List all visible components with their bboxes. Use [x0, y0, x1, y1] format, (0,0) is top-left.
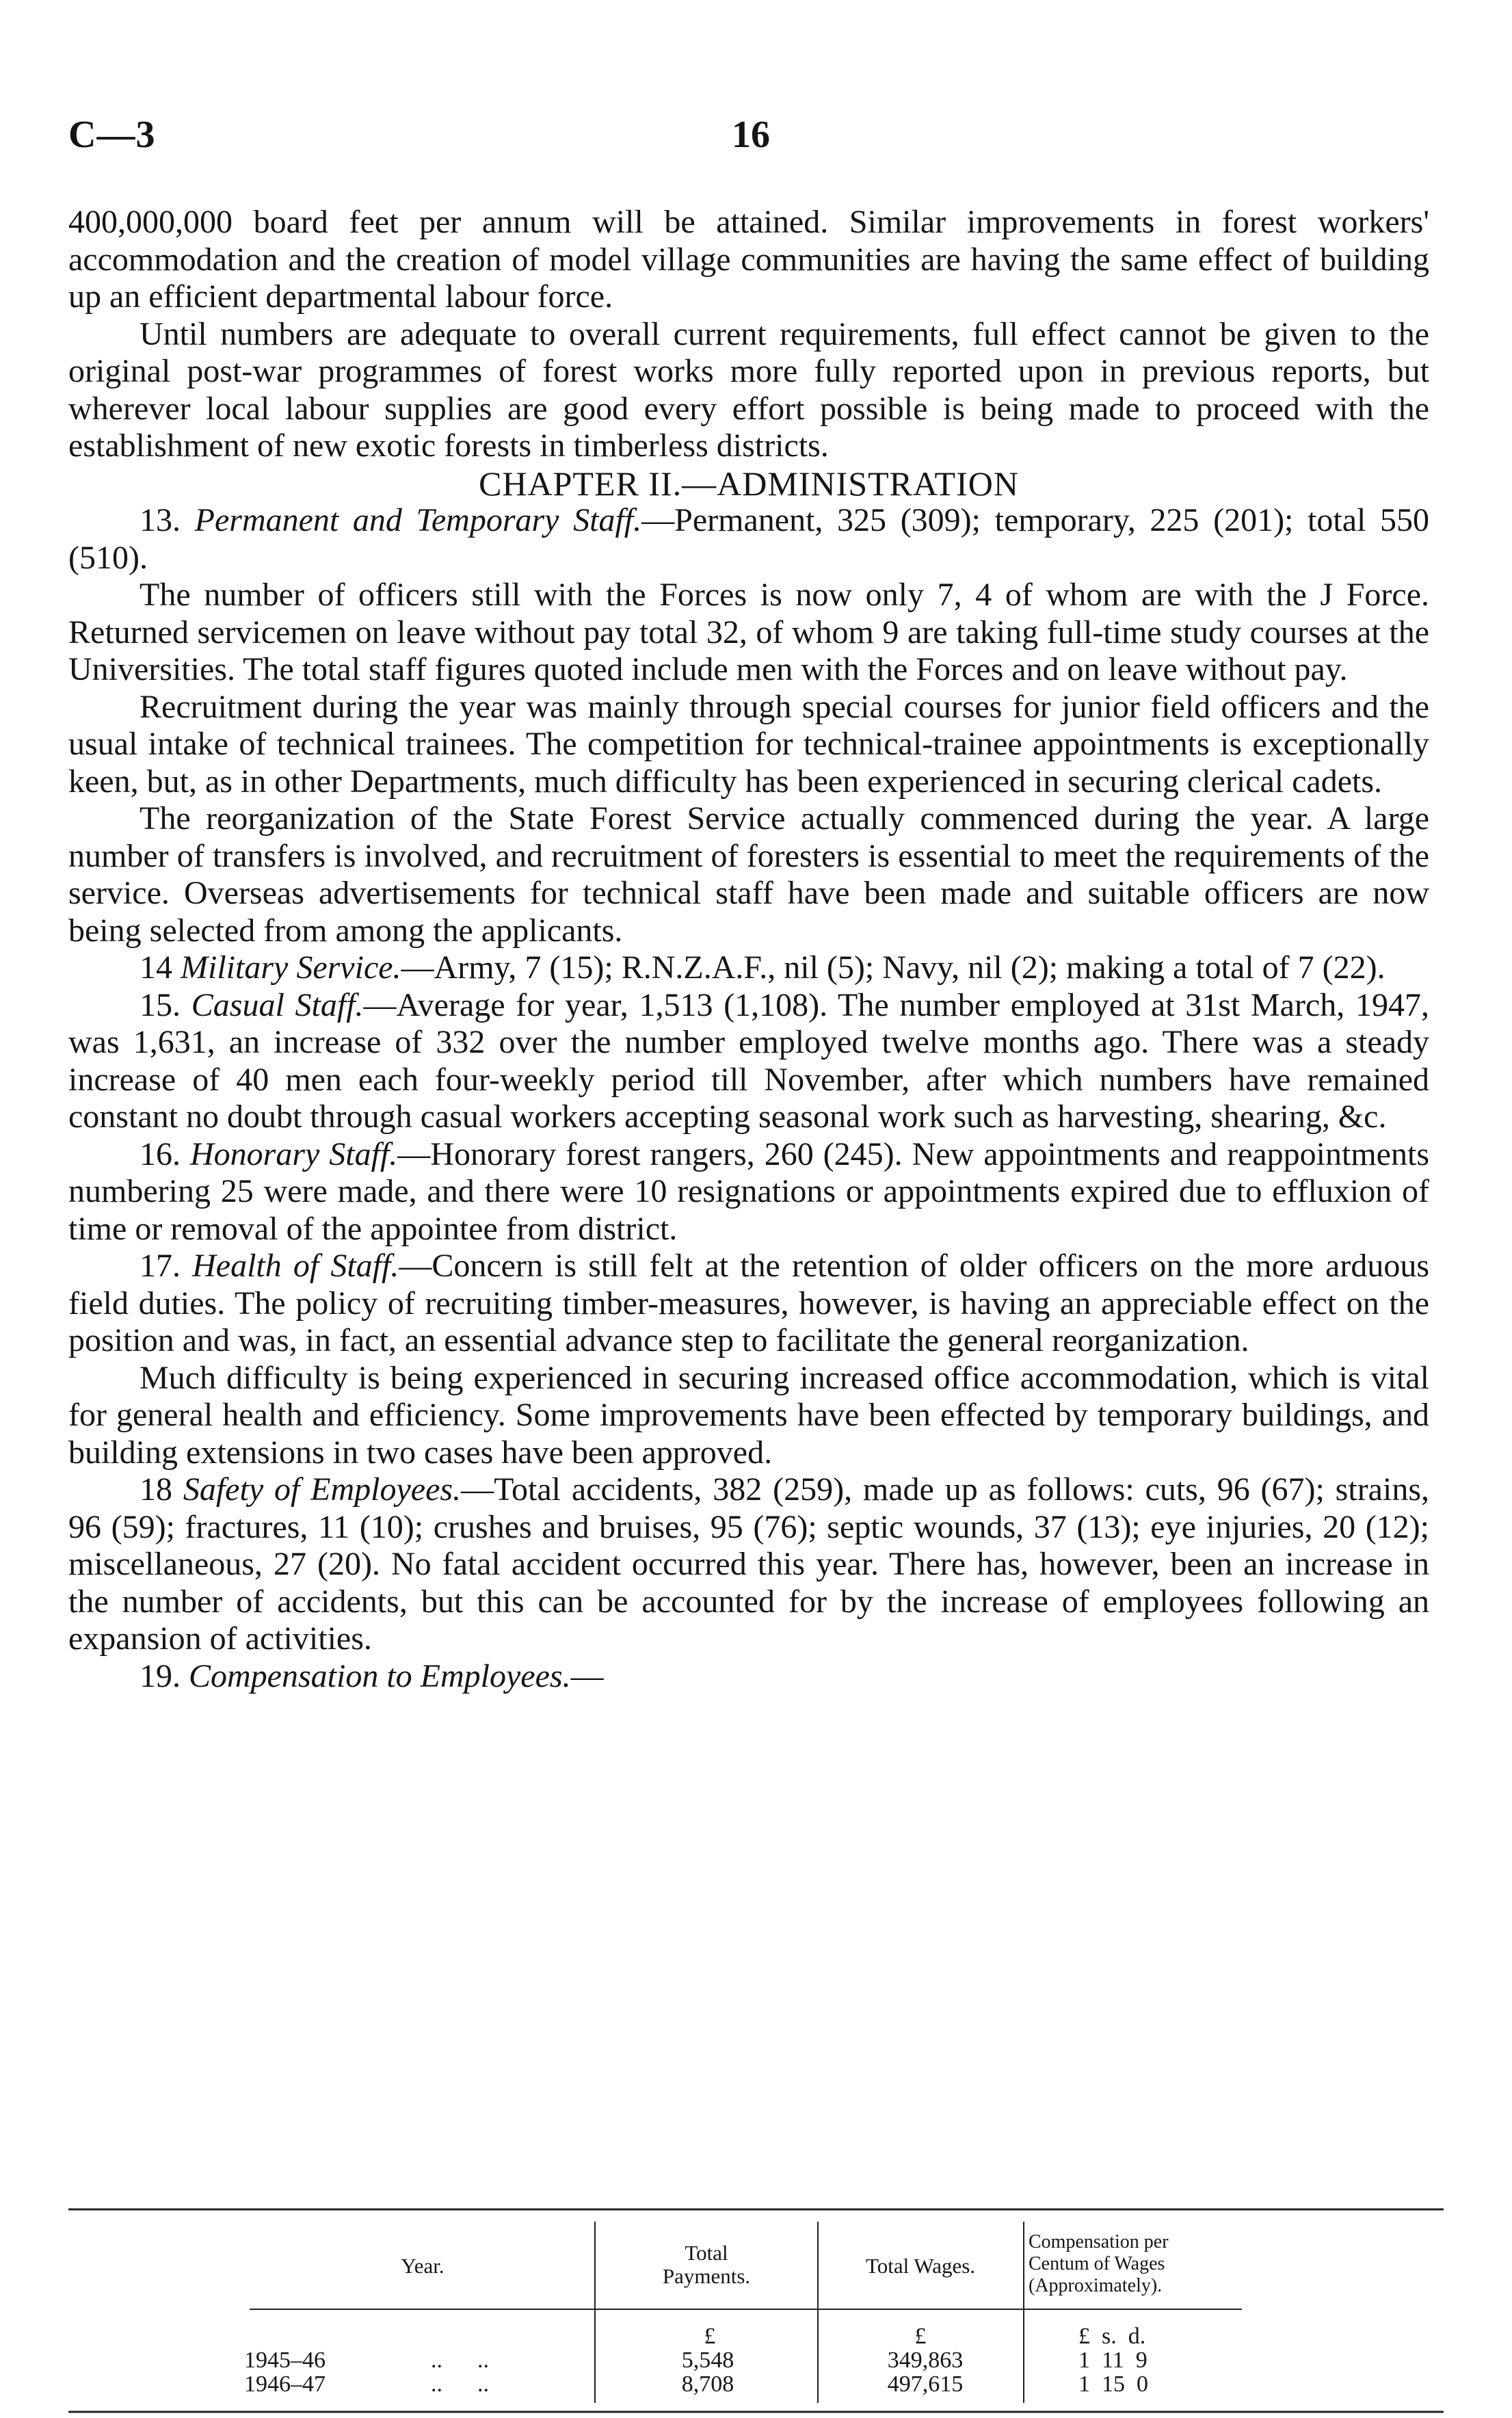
section-19: 19. Compensation to Employees.—: [140, 1657, 604, 1694]
report-code: C—3: [68, 114, 156, 156]
page-number: 16: [732, 114, 770, 156]
header-wages: Total Wages.: [865, 2254, 976, 2278]
row-compensation: 1 15 0: [1078, 2371, 1148, 2397]
row-wages: 349,863: [887, 2348, 964, 2373]
row-year: 1946–47: [244, 2371, 326, 2397]
header-compensation: Compensation per: [1029, 2231, 1169, 2252]
paragraph: Much difficulty is being experienced in securing increased office accommodation, which is vital for general health and efficiency. Some improvements have been effected by temporary buildings, and building extensions in two cases have been approved.: [68, 1359, 1429, 1471]
paragraph: Until numbers are adequate to overall current requirements, full effect cannot be given to the original post-war programmes of forest works more fully reported upon in previous reports, but wherever local labour supplies are good every effort possible is being made to proceed with the establishment of new exotic forests in timberless districts.: [68, 315, 1429, 464]
row-payments: 8,708: [681, 2371, 734, 2397]
header-compensation: (Approximately).: [1029, 2275, 1163, 2296]
section-15: 15. Casual Staff.—Average for year, 1,513 (1,108). The number employed at 31st March, 1947, was 1,631, an increase of 332 over the number employed twelve months ago. There was a steady increase of 40 men each four-weekly period till November, after which numbers have remained constant no doubt through casual workers accepting seasonal work such as harvesting, shearing, &c.: [68, 986, 1429, 1135]
section-heading: Military Service.: [181, 949, 401, 986]
section-13: 13. Permanent and Temporary Staff.—Permanent, 325 (309); temporary, 225 (201); total 550 (510).: [68, 502, 1429, 576]
header-compensation: Centum of Wages: [1029, 2253, 1165, 2274]
header-year: Year.: [401, 2254, 445, 2278]
paragraph: Recruitment during the year was mainly through special courses for junior field officers and the usual intake of technical trainees. The competition for technical-trainee appointments is exceptionally keen, but, as in other Departments, much difficulty has been experienced in securing clerical cadets.: [68, 688, 1429, 800]
section-heading: Honorary Staff.: [189, 1135, 398, 1172]
paragraph: The number of officers still with the Forces is now only 7, 4 of whom are with the J Force. Returned servicemen on leave without pay total 32, of whom 9 are taking full-time study courses at the Universities. The total staff figures quoted include men with the Forces and on leave without pay.: [68, 577, 1429, 687]
section-heading: Permanent and Temporary Staff.: [194, 502, 642, 538]
paragraph: The reorganization of the State Forest Service actually commenced during the year. A large number of transfers is involved, and recruitment of foresters is essential to meet the requirements of the service. Overseas advertisements for technical staff have been made and suitable officers are now being selected from among the applicants.: [68, 800, 1429, 949]
row-payments: 5,548: [681, 2348, 734, 2373]
unit-compensation: £ s. d.: [1078, 2324, 1146, 2349]
row-leader: .. ..: [431, 2348, 489, 2373]
section-heading: Safety of Employees.: [183, 1471, 462, 1508]
section-18: 18 Safety of Employees.—Total accidents, 382 (259), made up as follows: cuts, 96 (67); strains, 96 (59); fractures, 11 (10); crushes and bruises, 95 (76); septic wounds, 37 (13); eye injuries, 20 (12); miscellaneous, 27 (20). No fatal accident occurred this year. There has, however, been an increase in the number of accidents, but this can be accounted for by the increase of employees following an expansion of activities.: [68, 1471, 1430, 1657]
section-heading: Health of Staff.: [192, 1248, 399, 1284]
section-16: 16. Honorary Staff.—Honorary forest rangers, 260 (245). New appointments and reappointments numbering 25 were made, and there were 10 resignations or appointments expired due to effluxion of time or removal of the appointee from district.: [68, 1135, 1430, 1247]
paragraph: 400,000,000 board feet per annum will be attained. Similar improvements in forest workers' accommodation and the creation of model village communities are having the same effect of building up an efficient departmental labour force.: [68, 204, 1429, 315]
section-17: 17. Health of Staff.—Concern is still felt at the retention of older officers on the more arduous field duties. The policy of recruiting timber-measures, however, is having an appreciable effect on the position and was, in fact, an essential advance step to facilitate the general reorganization.: [68, 1248, 1430, 1358]
header-payments: Payments.: [662, 2264, 751, 2288]
row-leader: .. ..: [431, 2371, 489, 2397]
row-wages: 497,615: [887, 2371, 964, 2397]
section-heading: Compensation to Employees.: [189, 1657, 571, 1694]
unit-payments: £: [704, 2324, 716, 2349]
header-payments: Total: [685, 2241, 728, 2265]
body-text: [68, 204, 1429, 1695]
chapter-title: CHAPTER II.—ADMINISTRATION: [479, 464, 1019, 503]
unit-wages: £: [914, 2324, 927, 2349]
row-year: 1945–46: [244, 2348, 326, 2373]
row-compensation: 1 11 9: [1078, 2348, 1148, 2373]
section-14: 14 Military Service.—Army, 7 (15); R.N.Z.A.F., nil (5); Navy, nil (2); making a total of 7 (22).: [140, 949, 1385, 986]
section-heading: Casual Staff.: [191, 986, 364, 1023]
compensation-table: [68, 2208, 1444, 2417]
compensation-table-graphic: [68, 2208, 1444, 2413]
